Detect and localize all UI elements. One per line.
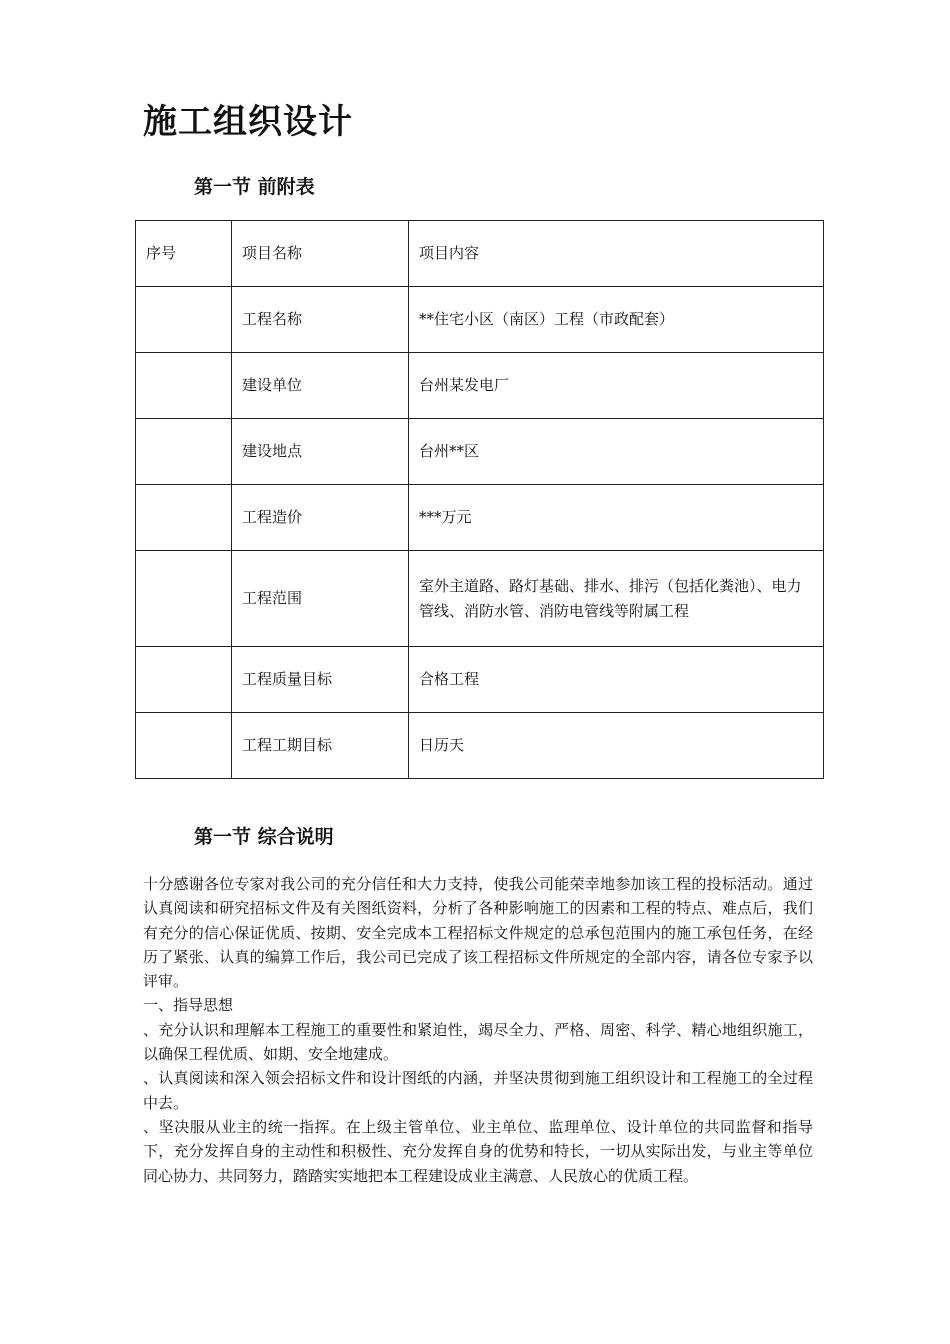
row-name: 工程工期目标	[232, 713, 409, 779]
table-row	[136, 287, 824, 353]
principle-item: 、认真阅读和深入领会招标文件和设计图纸的内涵，并坚决贯彻到施工组织设计和工程施工的全过程中去。	[143, 1069, 813, 1112]
row-no	[136, 647, 232, 713]
row-name: 工程名称	[232, 287, 409, 353]
row-no	[136, 551, 232, 647]
header-item-content: 项目内容	[409, 221, 824, 287]
table-row	[136, 647, 824, 713]
table-row	[136, 485, 824, 551]
guiding-principle-heading: 一、指导思想	[143, 996, 234, 1015]
table-row	[136, 353, 824, 419]
principle-item: 、充分认识和理解本工程施工的重要性和紧迫性，竭尽全力、严格、周密、科学、精心地组织施工，以确保工程优质、如期、安全地建成。	[143, 1020, 813, 1064]
row-name: 工程造价	[232, 485, 409, 551]
header-item-name: 项目名称	[232, 221, 409, 287]
row-content: 日历天	[409, 713, 824, 779]
row-name: 建设单位	[232, 353, 409, 419]
row-content: 室外主道路、路灯基础、排水、排污（包括化粪池）、电力管线、消防水管、消防电管线等附属工程	[409, 551, 824, 647]
document-title: 施工组织设计	[143, 102, 353, 142]
table-row	[136, 419, 824, 485]
section-title-general-description: 第一节 综合说明	[194, 826, 334, 848]
row-name: 建设地点	[232, 419, 409, 485]
table-row	[136, 551, 824, 647]
row-content: 台州**区	[409, 419, 824, 485]
header-no: 序号	[136, 221, 232, 287]
row-no	[136, 287, 232, 353]
row-content: 合格工程	[409, 647, 824, 713]
row-no	[136, 419, 232, 485]
front-table	[135, 220, 824, 779]
table-header-row	[136, 221, 824, 287]
row-content: 台州某发电厂	[409, 353, 824, 419]
row-no	[136, 713, 232, 779]
row-no	[136, 353, 232, 419]
general-description-body	[143, 872, 813, 1188]
table-row	[136, 713, 824, 779]
row-content: ***万元	[409, 485, 824, 551]
principle-item: 、坚决服从业主的统一指挥。在上级主管单位、业主单位、监理单位、设计单位的共同监督和指导下，充分发挥自身的主动性和积极性、充分发挥自身的优势和特长，一切从实际出发，与业主等单位同心协力、共同努力，踏踏实实地把本工程建设成业主满意、人民放心的优质工程。	[143, 1117, 813, 1185]
row-content: **住宅小区（南区）工程（市政配套）	[409, 287, 824, 353]
row-name: 工程质量目标	[232, 647, 409, 713]
intro-paragraph: 十分感谢各位专家对我公司的充分信任和大力支持，使我公司能荣幸地参加该工程的投标活动。通过认真阅读和研究招标文件及有关图纸资料，分析了各种影响施工的因素和工程的特点、难点后，我们有充分的信心保证优质、按期、安全完成本工程招标文件规定的总承包范围内的施工承包任务，在经历了紧张、认真的编算工作后，我公司已完成了该工程招标文件所规定的全部内容，请各位专家予以评审。	[143, 875, 813, 991]
row-name: 工程范围	[232, 551, 409, 647]
section-title-front-table: 第一节 前附表	[194, 176, 315, 198]
row-no	[136, 485, 232, 551]
